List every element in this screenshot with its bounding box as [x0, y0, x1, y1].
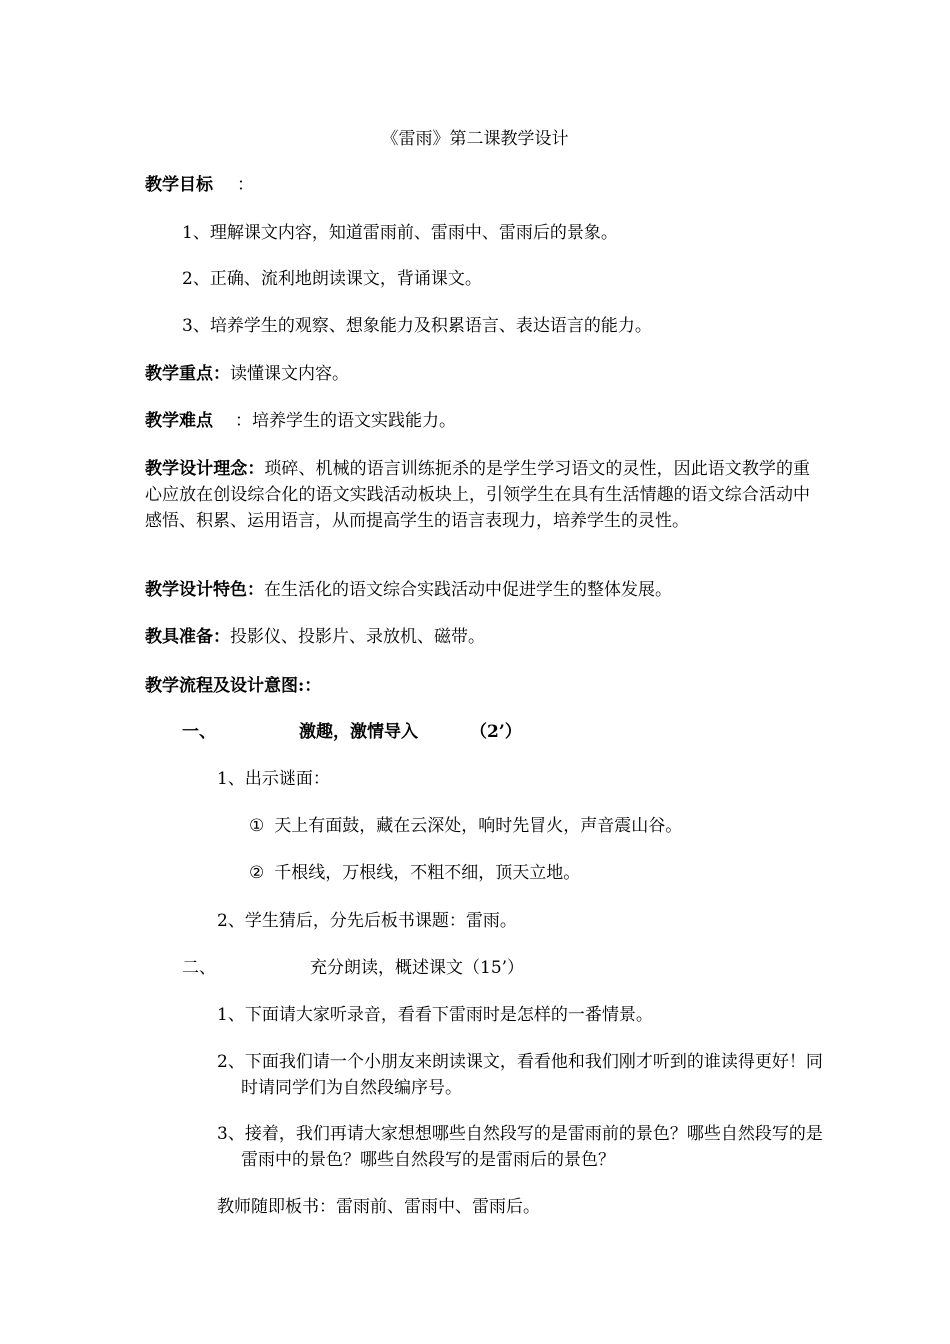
concept-text: 琐碎、机械的语言训练扼杀的是学生学习语文的灵性，因此语文教学的重心应放在创设综合化的语文实践活动板块上，引领学生在具有生活情趣的语文综合活动中感悟、积累、运用语言，从而提高学生的语言表现力，培养学生的灵性。	[145, 459, 811, 531]
goal-item: 2、正确、流利地朗读课文，背诵课文。	[182, 269, 482, 289]
difficulty-label: 教学难点	[145, 411, 213, 431]
riddle-2-mark: ②	[249, 863, 265, 883]
riddle-2-text: 千根线，万根线，不粗不细，顶天立地。	[274, 863, 581, 883]
difficulty-text: 培养学生的语文实践能力。	[252, 411, 456, 431]
feature-text: 在生活化的语文综合实践活动中促进学生的整体发展。	[264, 580, 672, 600]
feature-line	[145, 577, 672, 603]
flow-heading: 教学流程及设计意图:：	[145, 676, 322, 696]
section1-heading: 激趣，激情导入	[299, 722, 418, 742]
key-point-text: 读懂课文内容。	[230, 364, 349, 384]
section2-heading: 充分朗读，概述课文（15’）	[310, 958, 525, 978]
difficulty-colon: ：	[235, 411, 252, 431]
goals-heading	[145, 172, 254, 198]
section2-step: 3、接着，我们再请大家想想哪些自然段写的是雷雨前的景色？哪些自然段写的是雷雨中的景色？哪些自然段写的是雷雨后的景色？	[217, 1124, 823, 1170]
goal-item: 1、理解课文内容，知道雷雨前、雷雨中、雷雨后的景象。	[182, 223, 618, 243]
key-point-line	[145, 361, 349, 387]
section1-number: 一、	[182, 722, 216, 742]
tools-label: 教具准备：	[145, 627, 230, 647]
key-point-label: 教学重点：	[145, 364, 230, 384]
section1-time: （2’）	[470, 722, 522, 742]
riddle-1-mark: ①	[249, 816, 265, 836]
section2-step: 2、下面我们请一个小朋友来朗读课文，看看他和我们刚才听到的谁读得更好！同时请同学们为自然段编序号。	[217, 1052, 823, 1098]
goals-label: 教学目标	[145, 175, 213, 195]
riddle-1-text: 天上有面鼓，藏在云深处，响时先冒火，声音震山谷。	[274, 816, 683, 836]
goals-colon: ：	[237, 175, 254, 195]
difficulty-line	[145, 408, 456, 434]
goal-item: 3、培养学生的观察、想象能力及积累语言、表达语言的能力。	[182, 316, 652, 336]
feature-label: 教学设计特色：	[145, 580, 264, 600]
tools-line	[145, 624, 485, 650]
tools-text: 投影仪、投影片、录放机、磁带。	[230, 627, 485, 647]
section1-step: 2、学生猜后，分先后板书课题：雷雨。	[217, 911, 517, 931]
concept-paragraph	[145, 456, 810, 534]
board-note: 教师随即板书：雷雨前、雷雨中、雷雨后。	[217, 1197, 540, 1217]
document-title: 《雷雨》第二课教学设计	[381, 129, 569, 149]
section2-step: 1、下面请大家听录音，看看下雷雨时是怎样的一番情景。	[217, 1005, 653, 1025]
riddle-1	[249, 813, 682, 839]
concept-label: 教学设计理念：	[145, 459, 265, 479]
section1-step: 1、出示谜面：	[217, 769, 330, 789]
riddle-2	[249, 860, 580, 886]
section2-number: 二、	[182, 958, 216, 978]
